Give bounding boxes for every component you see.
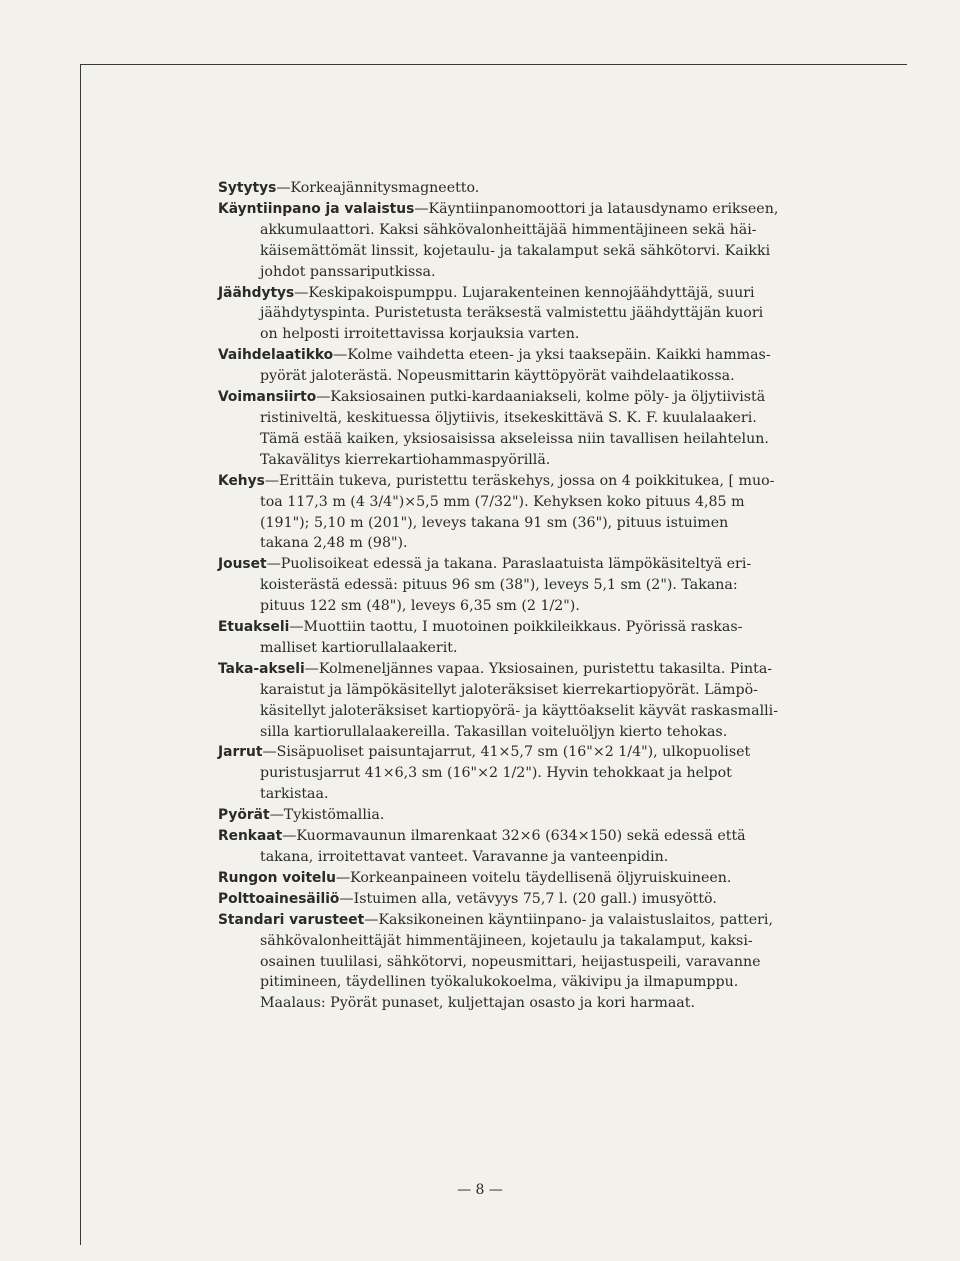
spec-text: karaistut ja lämpökäsitellyt jaloteräksiset kierrekartiopyörät. Lämpö- xyxy=(260,681,758,698)
spec-line xyxy=(218,952,778,973)
spec-text: akkumulaattori. Kaksi sähkövalonheittäjää himmentäjineen sekä häi- xyxy=(260,221,757,238)
spec-text: käsitellyt jaloteräksiset kartiopyörä- ja käyttöakselit käyvät raskasmalli- xyxy=(260,702,778,719)
page-number: — 8 — xyxy=(457,1182,503,1198)
spec-entry xyxy=(218,617,778,659)
spec-text: pituus 122 sm (48"), leveys 6,35 sm (2 1/2"). xyxy=(260,598,580,615)
spec-list xyxy=(218,178,778,1014)
spec-line xyxy=(218,931,778,952)
spec-line xyxy=(218,617,778,638)
spec-term: Rungon voitelu xyxy=(218,869,336,886)
spec-line xyxy=(218,178,778,199)
spec-term: Jouset xyxy=(218,556,267,573)
spec-entry xyxy=(218,283,778,346)
spec-term: Standari varusteet xyxy=(218,911,365,928)
spec-text: Tämä estää kaiken, yksiosaisissa akseleissa niin tavallisen heilahtelun. xyxy=(260,430,769,447)
spec-line xyxy=(218,638,778,659)
spec-entry xyxy=(218,199,778,283)
spec-entry xyxy=(218,387,778,471)
spec-text: —Kaksiosainen putki-kardaaniakseli, kolme pöly- ja öljytiivistä xyxy=(316,389,766,406)
spec-term: Polttoainesäiliö xyxy=(218,890,340,907)
spec-term: Sytytys xyxy=(218,180,277,196)
spec-text: —Kolmeneljännes vapaa. Yksiosainen, puristettu takasilta. Pinta- xyxy=(304,660,773,677)
spec-text: silla kartiorullalaakereilla. Takasillan voiteluöljyn kierto tehokas. xyxy=(260,723,728,740)
spec-text: —Tykistömallia. xyxy=(269,807,385,824)
spec-line xyxy=(218,575,778,596)
spec-line xyxy=(218,868,778,889)
spec-line xyxy=(218,429,778,450)
spec-term: Voimansiirto xyxy=(218,389,317,406)
spec-entry xyxy=(218,659,778,743)
spec-line xyxy=(218,972,778,993)
spec-line xyxy=(218,262,778,283)
spec-line xyxy=(218,387,778,408)
spec-text: jäähdytyspinta. Puristetusta teräksestä valmistettu jäähdyttäjän kuori xyxy=(260,305,764,322)
spec-text: (191"); 5,10 m (201"), leveys takana 91 sm (36"), pituus istuimen xyxy=(260,514,729,531)
spec-term: Kehys xyxy=(218,472,265,489)
spec-text: —Kaksikoneinen käyntiinpano- ja valaistuslaitos, patteri, xyxy=(364,911,773,928)
spec-term: Käyntiinpano ja valaistus xyxy=(218,200,415,217)
spec-line xyxy=(218,722,778,743)
spec-text: —Keskipakoispumppu. Lujarakenteinen kennojäähdyttäjä, suuri xyxy=(294,284,755,301)
spec-line xyxy=(218,847,778,868)
spec-line xyxy=(218,889,778,910)
spec-term: Etuakseli xyxy=(218,619,290,636)
spec-entry xyxy=(218,471,778,555)
spec-text: —Sisäpuoliset paisuntajarrut, 41×5,7 sm (16"×2 1/4"), ulkopuoliset xyxy=(262,744,751,761)
spec-text: johdot panssariputkissa. xyxy=(260,263,436,280)
spec-line xyxy=(218,366,778,387)
spec-text: osainen tuulilasi, sähkötorvi, nopeusmittari, heijastuspeili, varavanne xyxy=(260,953,761,970)
spec-text: puristusjarrut 41×6,3 sm (16"×2 1/2"). Hyvin tehokkaat ja helpot xyxy=(260,765,732,782)
spec-term: Jäähdytys xyxy=(218,284,295,301)
spec-text: pyörät jaloterästä. Nopeusmittarin käyttöpyörät vaihdelaatikossa. xyxy=(260,368,735,385)
spec-text: —Muottiin taottu, I muotoinen poikkileikkaus. Pyörissä raskas- xyxy=(289,619,743,636)
spec-text: toa 117,3 m (4 3/4")×5,5 mm (7/32"). Kehyksen koko pituus 4,85 m xyxy=(260,493,745,510)
spec-text: takana 2,48 m (98"). xyxy=(260,535,408,552)
spec-line xyxy=(218,659,778,680)
spec-text: koisterästä edessä: pituus 96 sm (38"), leveys 5,1 sm (2"). Takana: xyxy=(260,577,738,594)
spec-line xyxy=(218,910,778,931)
spec-entry xyxy=(218,178,778,199)
spec-term: Jarrut xyxy=(218,744,263,761)
spec-line xyxy=(218,199,778,220)
spec-line xyxy=(218,408,778,429)
spec-text: käisemättömät linssit, kojetaulu- ja takalamput sekä sähkötorvi. Kaikki xyxy=(260,242,771,259)
spec-entry xyxy=(218,826,778,868)
spec-line xyxy=(218,220,778,241)
spec-line xyxy=(218,533,778,554)
spec-term: Renkaat xyxy=(218,828,283,845)
spec-text: —Kolme vaihdetta eteen- ja yksi taaksepäin. Kaikki hammas- xyxy=(333,347,771,364)
spec-line xyxy=(218,993,778,1014)
spec-text: —Kuormavaunun ilmarenkaat 32×6 (634×150) sekä edessä että xyxy=(282,828,746,845)
spec-entry xyxy=(218,742,778,805)
spec-term: Taka-akseli xyxy=(218,660,305,677)
spec-line xyxy=(218,450,778,471)
spec-text: takana, irroitettavat vanteet. Varavanne ja vanteenpidin. xyxy=(260,849,669,865)
spec-text: tarkistaa. xyxy=(260,786,329,803)
spec-line xyxy=(218,471,778,492)
spec-line xyxy=(218,742,778,763)
spec-line xyxy=(218,784,778,805)
spec-text: ristiniveltä, keskituessa öljytiivis, itsekeskittävä S. K. F. kuulalaakeri. xyxy=(260,409,757,426)
spec-text: pitimineen, täydellinen työkalukokoelma, väkivipu ja ilmapumppu. xyxy=(260,974,739,991)
spec-line xyxy=(218,345,778,366)
spec-text: —Korkeajännitysmagneetto. xyxy=(276,180,480,196)
spec-line xyxy=(218,241,778,262)
spec-text: —Korkeanpaineen voitelu täydellisenä öljyruiskuineen. xyxy=(335,869,732,886)
spec-line xyxy=(218,324,778,345)
spec-line xyxy=(218,826,778,847)
spec-text: sähkövalonheittäjät himmentäjineen, kojetaulu ja takalamput, kaksi- xyxy=(260,932,753,949)
spec-entry xyxy=(218,910,778,1015)
spec-text: Maalaus: Pyörät punaset, kuljettajan osasto ja kori harmaat. xyxy=(260,995,695,1012)
spec-line xyxy=(218,303,778,324)
spec-text: on helposti irroitettavissa korjauksia varten. xyxy=(260,326,580,343)
spec-term: Pyörät xyxy=(218,807,270,824)
spec-line xyxy=(218,701,778,722)
spec-text: —Puolisoikeat edessä ja takana. Paraslaatuista lämpökäsiteltyä eri- xyxy=(266,556,752,573)
spec-line xyxy=(218,805,778,826)
spec-text: malliset kartiorullalaakerit. xyxy=(260,639,458,656)
spec-line xyxy=(218,680,778,701)
spec-text: Takavälitys kierrekartiohammaspyörillä. xyxy=(260,451,551,468)
spec-term: Vaihdelaatikko xyxy=(218,347,334,364)
spec-text: —Käyntiinpanomoottori ja latausdynamo erikseen, xyxy=(414,200,779,217)
spec-text: —Erittäin tukeva, puristettu teräskehys, jossa on 4 poikkitukea, [ muo- xyxy=(264,472,775,489)
spec-line xyxy=(218,492,778,513)
spec-text: —Istuimen alla, vetävyys 75,7 l. (20 gall.) imusyöttö. xyxy=(339,890,717,907)
spec-line xyxy=(218,763,778,784)
spec-line xyxy=(218,596,778,617)
spec-entry xyxy=(218,554,778,617)
spec-entry xyxy=(218,868,778,889)
spec-line xyxy=(218,283,778,304)
spec-entry xyxy=(218,345,778,387)
spec-line xyxy=(218,513,778,534)
spec-entry xyxy=(218,805,778,826)
spec-entry xyxy=(218,889,778,910)
spec-line xyxy=(218,554,778,575)
